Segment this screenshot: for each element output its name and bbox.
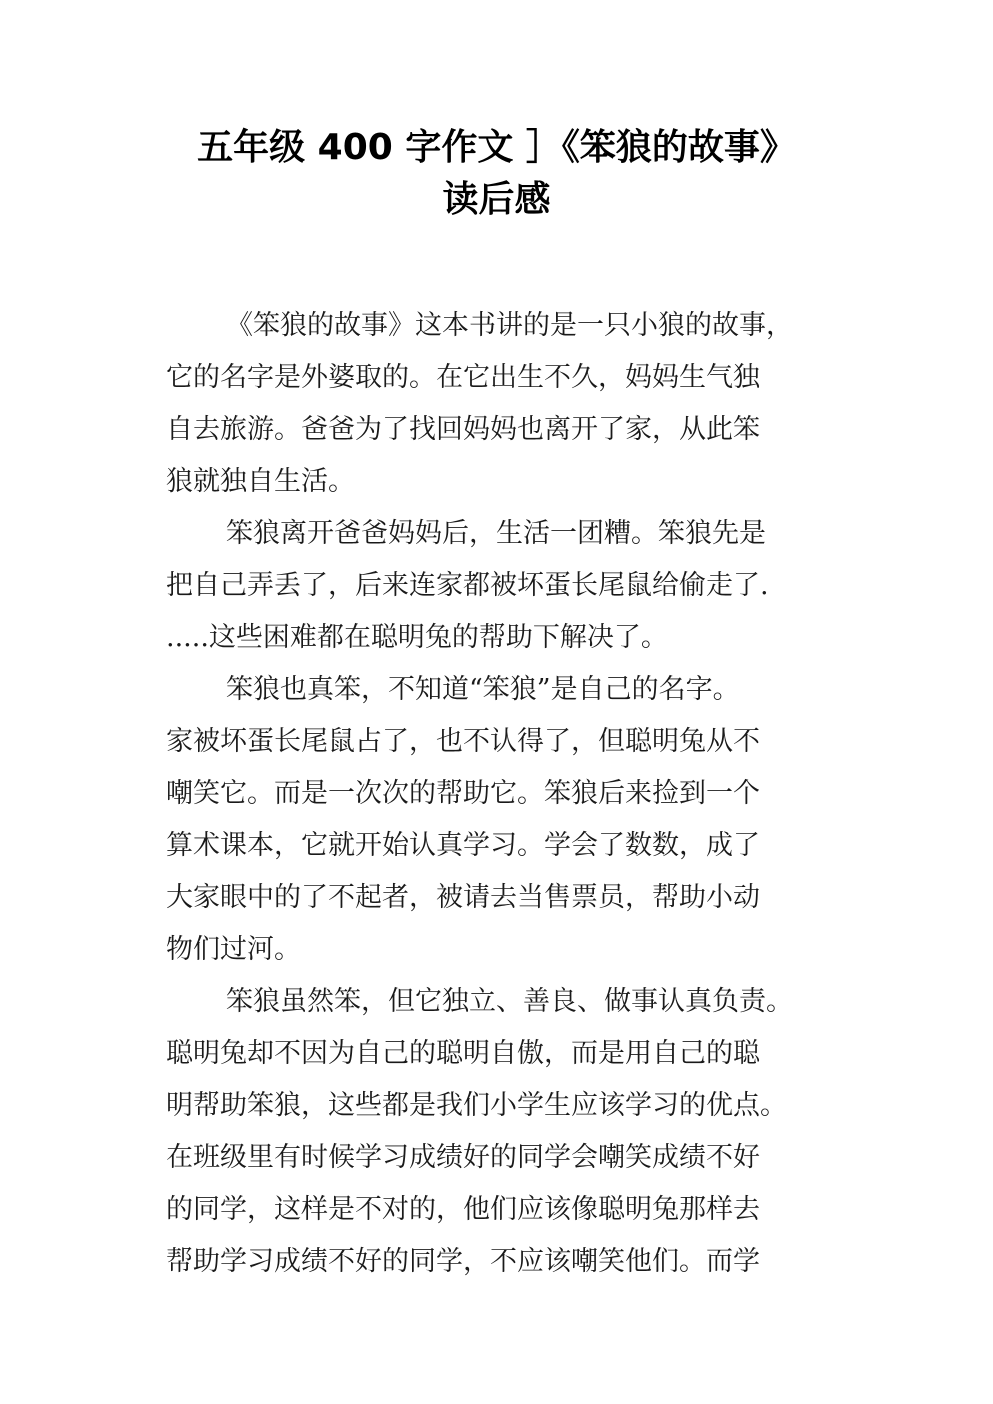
text-line: 算术课本，它就开始认真学习。学会了数数，成了 bbox=[166, 830, 760, 861]
text-line: 的同学，这样是不对的，他们应该像聪明兔那样去 bbox=[166, 1194, 760, 1225]
text-line: 笨狼虽然笨，但它独立、善良、做事认真负责。 bbox=[226, 986, 793, 1017]
text-line: 狼就独自生活。 bbox=[166, 466, 355, 497]
text-line: 帮助学习成绩不好的同学，不应该嘲笑他们。而学 bbox=[166, 1246, 760, 1277]
text-line: 明帮助笨狼，这些都是我们小学生应该学习的优点。 bbox=[166, 1090, 787, 1121]
text-line: 把自己弄丢了，后来连家都被坏蛋长尾鼠给偷走了. bbox=[166, 570, 769, 601]
text-line: .....这些困难都在聪明兔的帮助下解决了。 bbox=[166, 622, 668, 653]
paragraph bbox=[166, 508, 846, 664]
text-line: 自去旅游。爸爸为了找回妈妈也离开了家，从此笨 bbox=[166, 414, 760, 445]
text-line: 家被坏蛋长尾鼠占了，也不认得了，但聪明兔从不 bbox=[166, 726, 760, 757]
text-line: 聪明兔却不因为自己的聪明自傲，而是用自己的聪 bbox=[166, 1038, 760, 1069]
text-line: 嘲笑它。而是一次次的帮助它。笨狼后来捡到一个 bbox=[166, 778, 760, 809]
text-line: 大家眼中的了不起者，被请去当售票员，帮助小动 bbox=[166, 882, 760, 913]
title-line: 读后感 bbox=[442, 179, 551, 220]
text-line: 《笨狼的故事》这本书讲的是一只小狼的故事， bbox=[226, 310, 793, 341]
text-line: 它的名字是外婆取的。在它出生不久，妈妈生气独 bbox=[166, 362, 760, 393]
paragraph bbox=[166, 300, 846, 508]
text-line: 物们过河。 bbox=[166, 934, 301, 965]
paragraph bbox=[166, 664, 846, 976]
title-line: 五年级 400 字作文 ］《笨狼的故事》 bbox=[197, 127, 796, 168]
paragraph bbox=[166, 976, 846, 1288]
text-line: 笨狼也真笨，不知道“笨狼”是自己的名字。 bbox=[226, 674, 740, 705]
document-title bbox=[0, 122, 993, 226]
document-body bbox=[166, 300, 846, 1288]
text-line: 笨狼离开爸爸妈妈后，生活一团糟。笨狼先是 bbox=[226, 518, 766, 549]
text-line: 在班级里有时候学习成绩好的同学会嘲笑成绩不好 bbox=[166, 1142, 760, 1173]
